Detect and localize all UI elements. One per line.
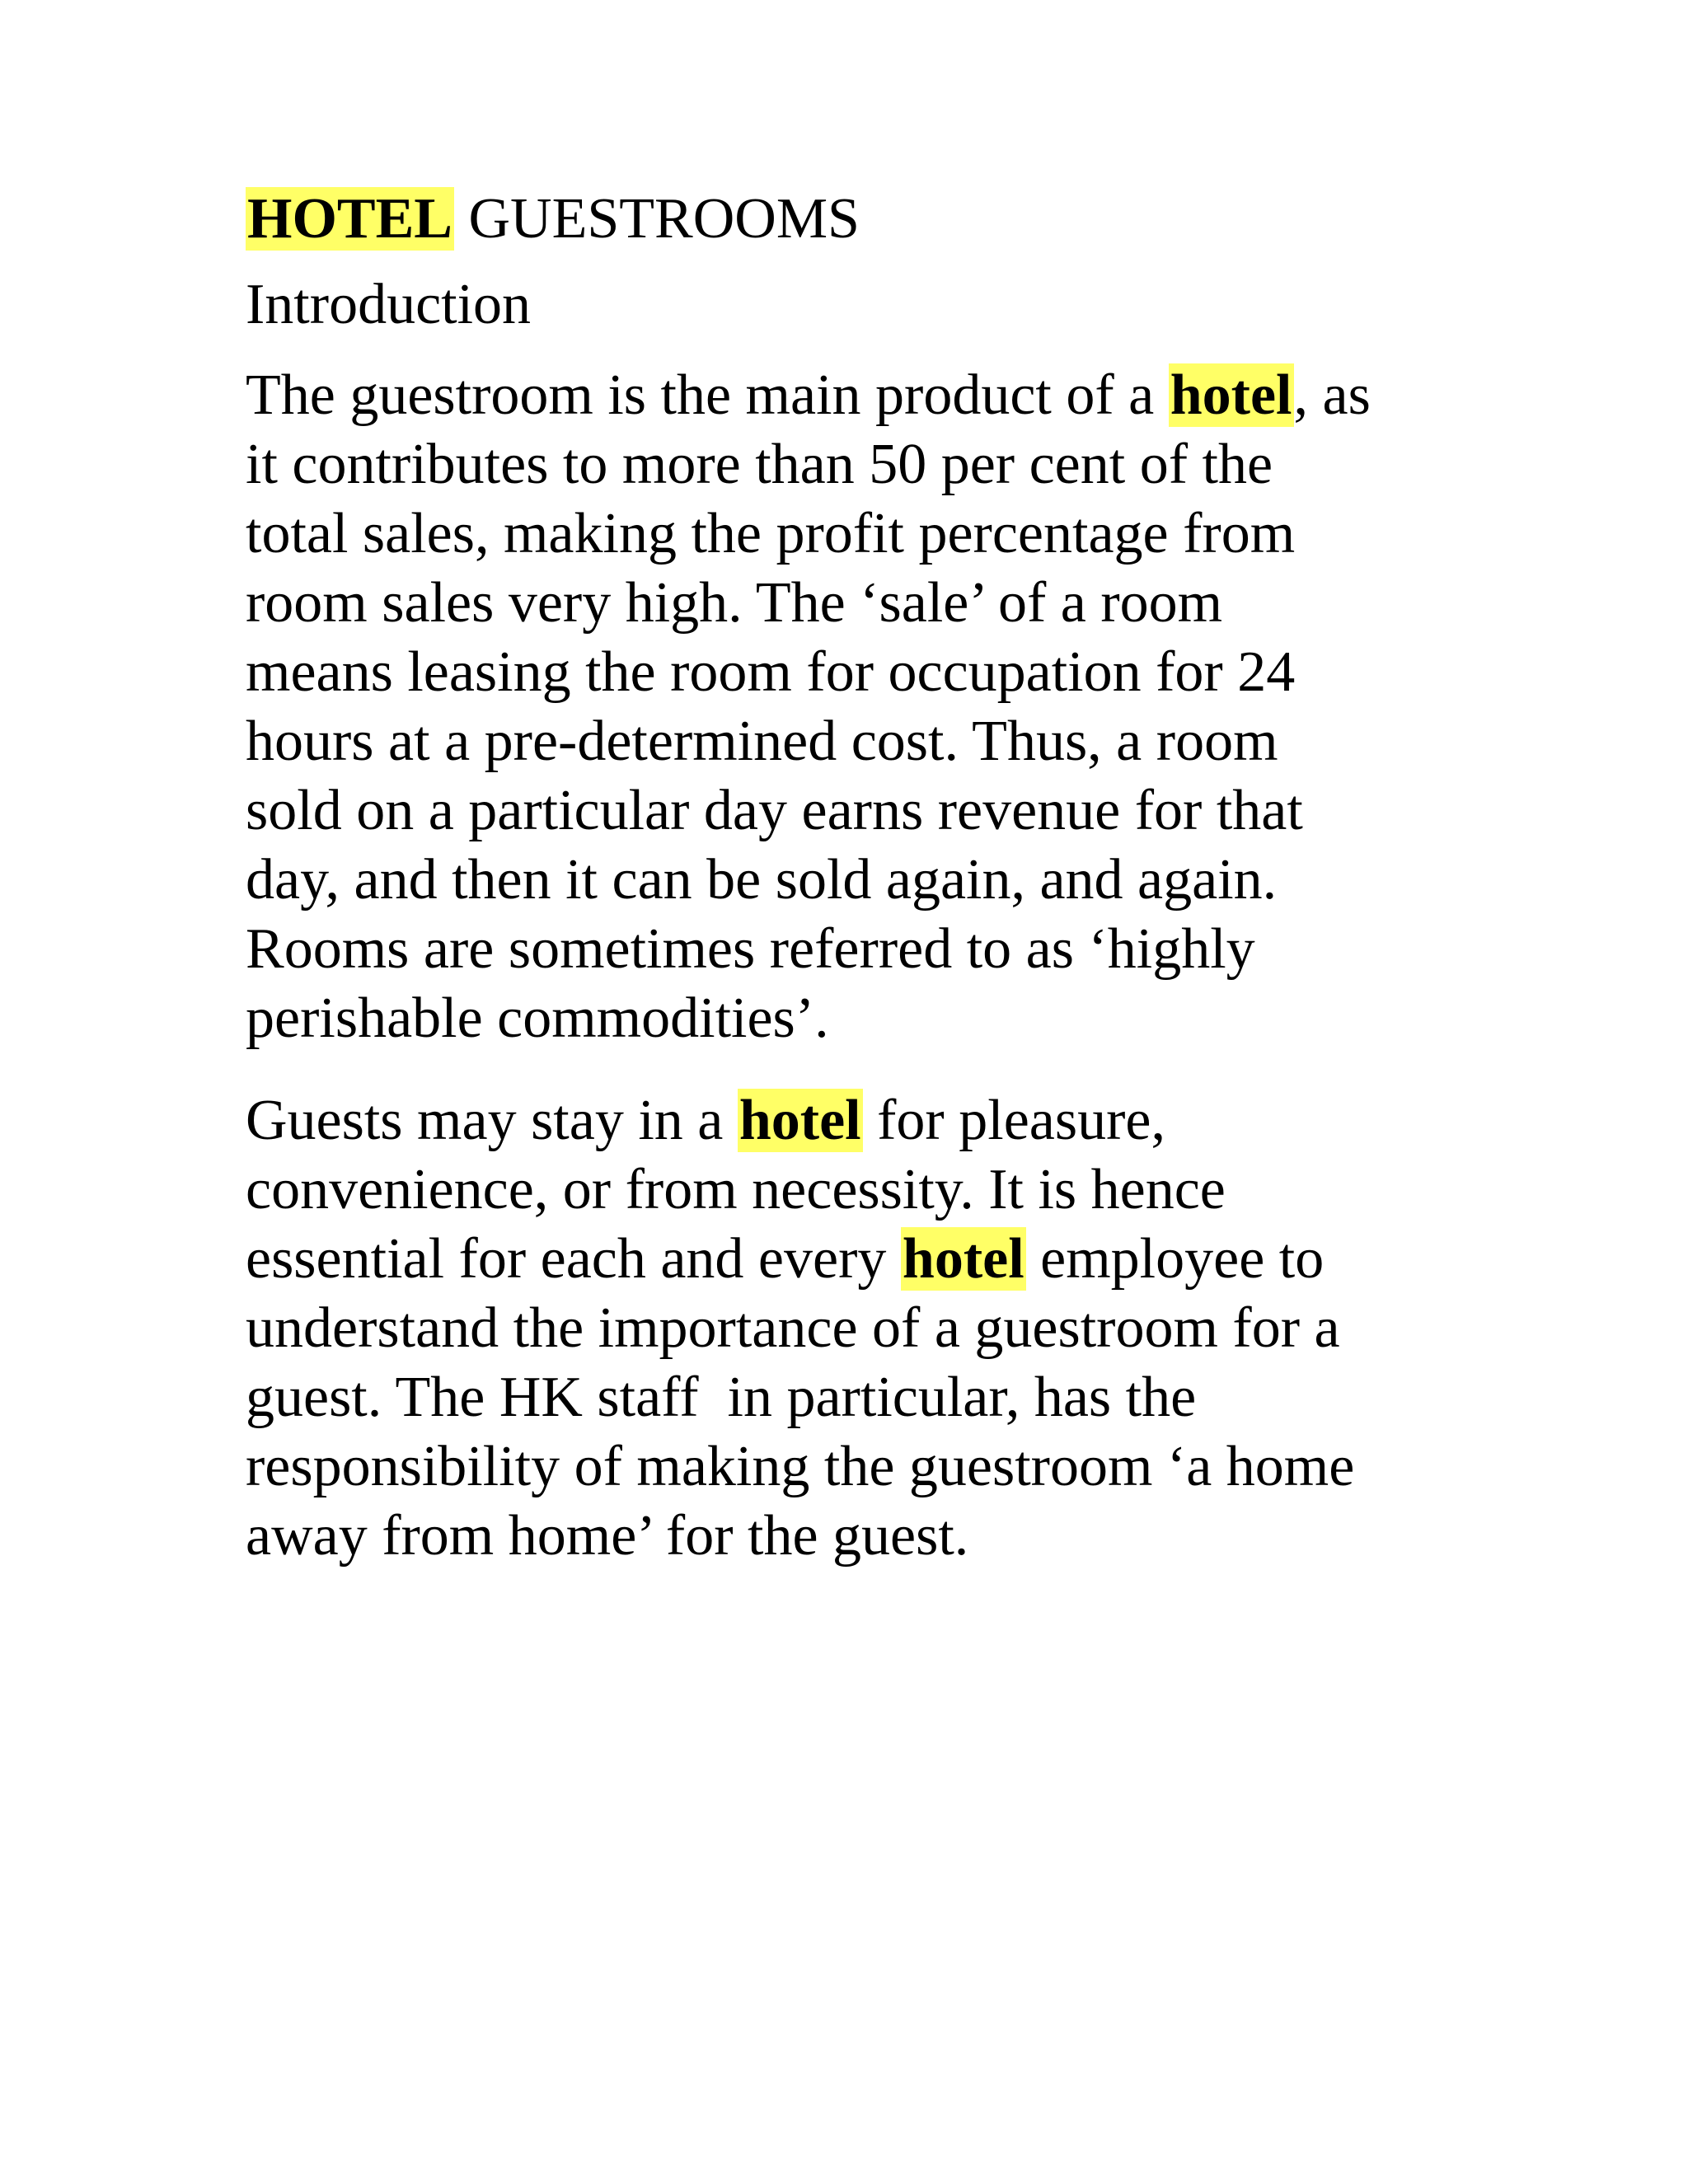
text-segment: Guests may stay in a bbox=[246, 1089, 738, 1152]
document-title bbox=[246, 185, 1449, 254]
paragraph-1-line-9: Rooms are sometimes referred to as ‘highly bbox=[246, 917, 1255, 981]
document-content bbox=[246, 185, 1449, 1604]
keyword-highlight: hotel bbox=[1170, 363, 1292, 427]
paragraph-2-line-1 bbox=[246, 1086, 1449, 1155]
paragraph-2-line-7: away from home’ for the guest. bbox=[246, 1504, 969, 1568]
title-highlight: HOTEL bbox=[247, 187, 452, 251]
text-segment: , as bbox=[1293, 363, 1371, 427]
paragraph-2-line-4: understand the importance of a guestroom for a bbox=[246, 1296, 1340, 1360]
paragraph-2 bbox=[246, 1086, 1449, 1571]
title-rest: GUESTROOMS bbox=[453, 187, 860, 251]
paragraph-2-line-6: responsibility of making the guestroom ‘a home bbox=[246, 1435, 1355, 1498]
keyword-highlight: hotel bbox=[902, 1227, 1025, 1291]
paragraph-1-line-10: perishable commodities’. bbox=[246, 987, 829, 1050]
keyword-highlight: hotel bbox=[738, 1089, 861, 1152]
paragraph-1-line-4: room sales very high. The ‘sale’ of a room bbox=[246, 571, 1223, 635]
text-segment: The guestroom is the main product of a bbox=[246, 363, 1169, 427]
paragraph-1-line-7: sold on a particular day earns revenue for that bbox=[246, 779, 1303, 842]
paragraph-2-line-3 bbox=[246, 1225, 1449, 1294]
text-segment: for pleasure, bbox=[862, 1089, 1165, 1152]
paragraph-1 bbox=[246, 361, 1449, 1053]
paragraph-1-line-5: means leasing the room for occupation for 24 bbox=[246, 640, 1296, 704]
paragraph-1-line-6: hours at a pre-determined cost. Thus, a room bbox=[246, 710, 1278, 773]
paragraph-2-line-2: convenience, or from necessity. It is hence bbox=[246, 1158, 1226, 1221]
text-segment: essential for each and every bbox=[246, 1227, 901, 1291]
section-heading: Introduction bbox=[246, 273, 532, 336]
paragraph-1-line-8: day, and then it can be sold again, and again. bbox=[246, 848, 1278, 912]
paragraph-1-line-3: total sales, making the profit percentage from bbox=[246, 502, 1296, 565]
paragraph-2-line-5: guest. The HK staff in particular, has the bbox=[246, 1366, 1197, 1429]
text-segment: employee to bbox=[1025, 1227, 1325, 1291]
paragraph-1-line-1 bbox=[246, 361, 1449, 430]
paragraph-1-line-2: it contributes to more than 50 per cent of the bbox=[246, 433, 1273, 496]
